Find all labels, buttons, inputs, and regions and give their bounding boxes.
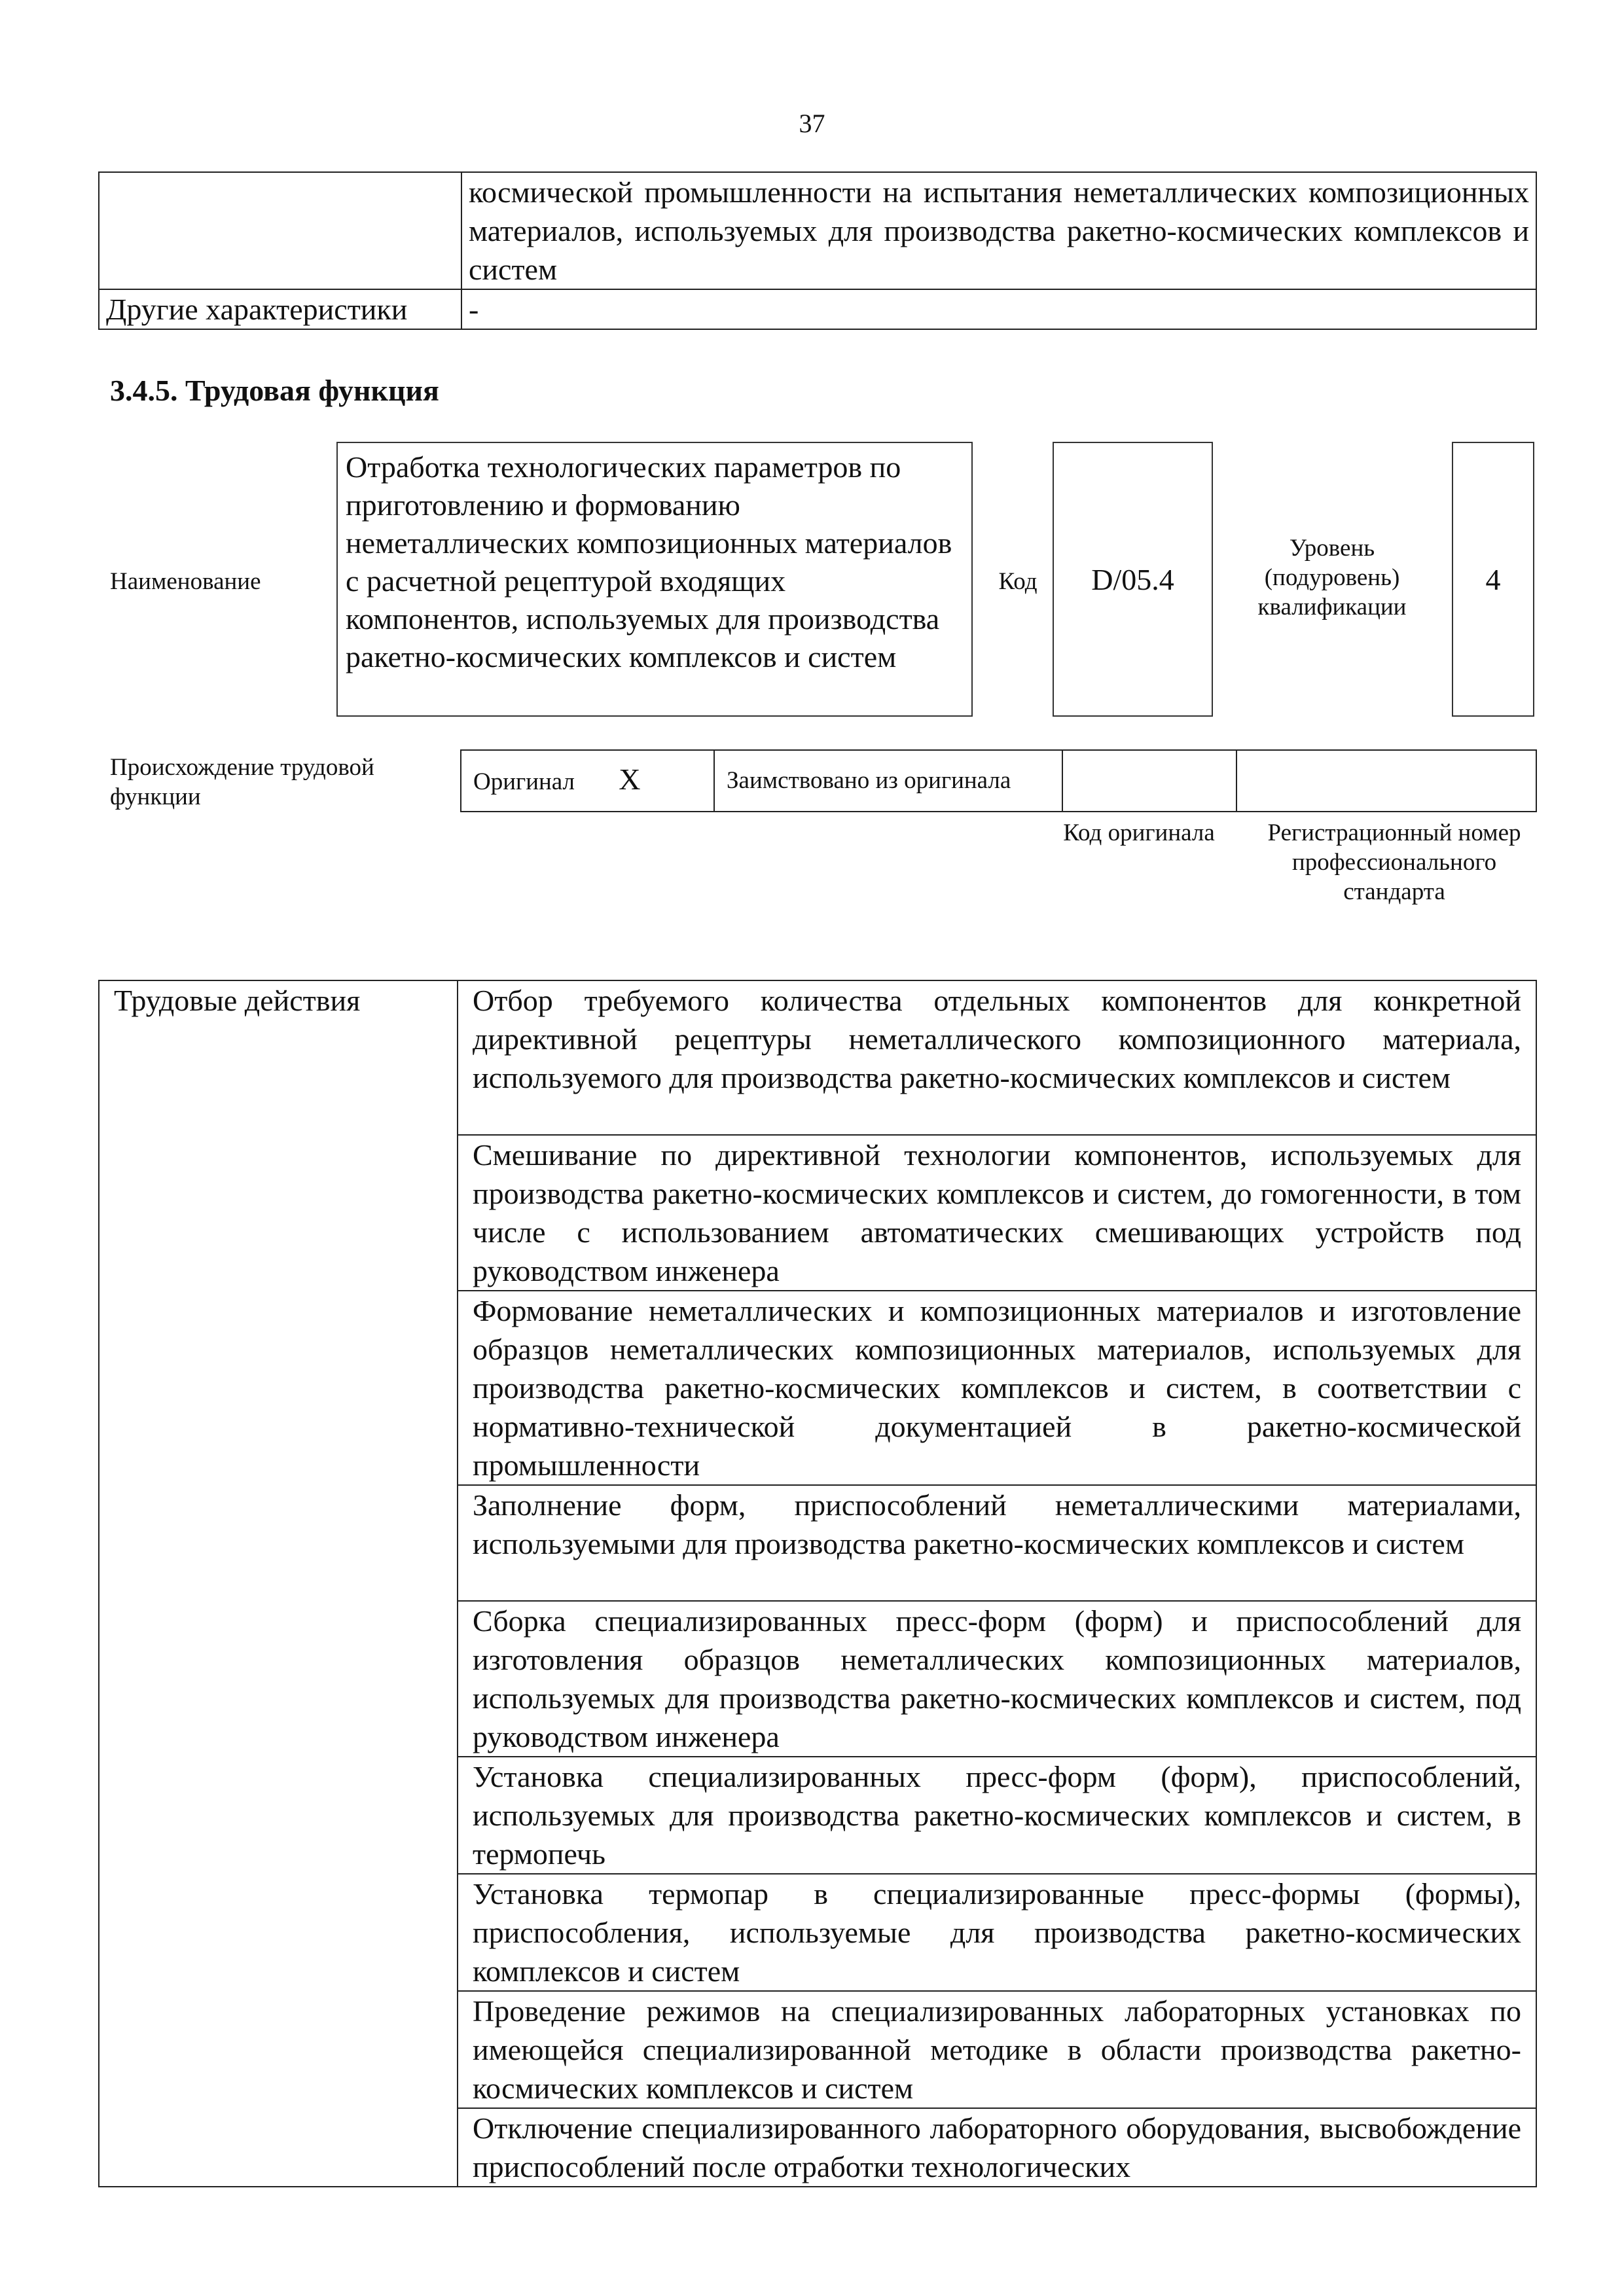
page-number: 37 <box>799 109 825 138</box>
borrowed-label: Заимствовано из оригинала <box>714 750 1062 812</box>
labor-action-item: Установка термопар в специализированные пресс-формы (формы), приспособления, используемые для производства ракетно-космических комплексов и систем <box>458 1874 1536 1991</box>
labor-action-item: Заполнение форм, приспособлений неметаллическими материалами, используемыми для производства ракетно-космических комплексов и систем <box>458 1485 1536 1601</box>
labor-action-item: Установка специализированных пресс-форм (форм), приспособлений, используемых для производства ракетно-космических комплексов и систем, в термопечь <box>458 1757 1536 1874</box>
labor-actions-label: Трудовые действия <box>99 980 458 2187</box>
code-label: Код <box>998 568 1038 595</box>
code-value: D/05.4 <box>1091 562 1174 596</box>
level-label: Уровень (подуровень) квалификации <box>1257 535 1407 620</box>
original-mark: X <box>619 762 641 796</box>
origin-table <box>460 749 1537 812</box>
level-value: 4 <box>1485 562 1501 596</box>
labor-action-item: Отбор требуемого количества отдельных компонентов для конкретной директивной рецептуры неметаллического композиционного материала, используемого для производства ракетно-космических комплексов и систем <box>458 980 1536 1135</box>
function-name: Отработка технологических параметров по приготовлению и формованию неметаллических композиционных материалов с расчетной рецептурой входящих компонентов, используемых для производства ракетно-космических комплексов и систем <box>336 442 973 717</box>
code-original-caption: Код оригинала <box>1063 819 1215 846</box>
reg-number-cell <box>1236 750 1536 812</box>
code-value-box <box>1053 442 1213 717</box>
other-characteristics-label: Другие характеристики <box>99 289 461 329</box>
labor-actions-table <box>98 980 1537 2187</box>
labor-action-item: Сборка специализированных пресс-форм (форм) и приспособлений для изготовления образцов неметаллических композиционных материалов, используемых для производства ракетно-космических комплексов и систем, под руководством инженера <box>458 1601 1536 1757</box>
labor-action-item: Отключение специализированного лабораторного оборудования, высвобождение приспособлений после отработки технологических <box>458 2108 1536 2187</box>
original-label: Оригинал <box>473 768 575 795</box>
reg-number-caption: Регистрационный номер профессионального стандарта <box>1267 819 1521 905</box>
labor-action-item: Проведение режимов на специализированных лабораторных установках по имеющейся специализированной методике в области производства ракетно-космических комплексов и систем <box>458 1991 1536 2108</box>
original-cell <box>461 750 714 812</box>
labor-action-item: Смешивание по директивной технологии компонентов, используемых для производства ракетно-космических комплексов и систем, до гомогенности, в том числе с использованием автоматических смешивающих устройств под руководством инженера <box>458 1135 1536 1291</box>
code-original-cell <box>1062 750 1236 812</box>
level-value-box <box>1452 442 1534 717</box>
labor-action-item: Формование неметаллических и композиционных материалов и изготовление образцов неметаллических композиционных материалов, используемых для производства ракетно-космических комплексов и систем, в соответствии с нормативно-технической документацией в ракетно-космической промышленности <box>458 1291 1536 1485</box>
section-title: 3.4.5. Трудовая функция <box>110 374 439 407</box>
other-characteristics-value: - <box>461 289 1536 329</box>
continuation-table <box>98 171 1537 330</box>
origin-label: Происхождение трудовой функции <box>110 754 374 810</box>
continuation-text: космической промышленности на испытания неметаллических композиционных материалов, используемых для производства ракетно-космических комплексов и систем <box>461 172 1536 289</box>
name-label: Наименование <box>110 568 261 595</box>
empty-label-cell <box>99 172 461 289</box>
